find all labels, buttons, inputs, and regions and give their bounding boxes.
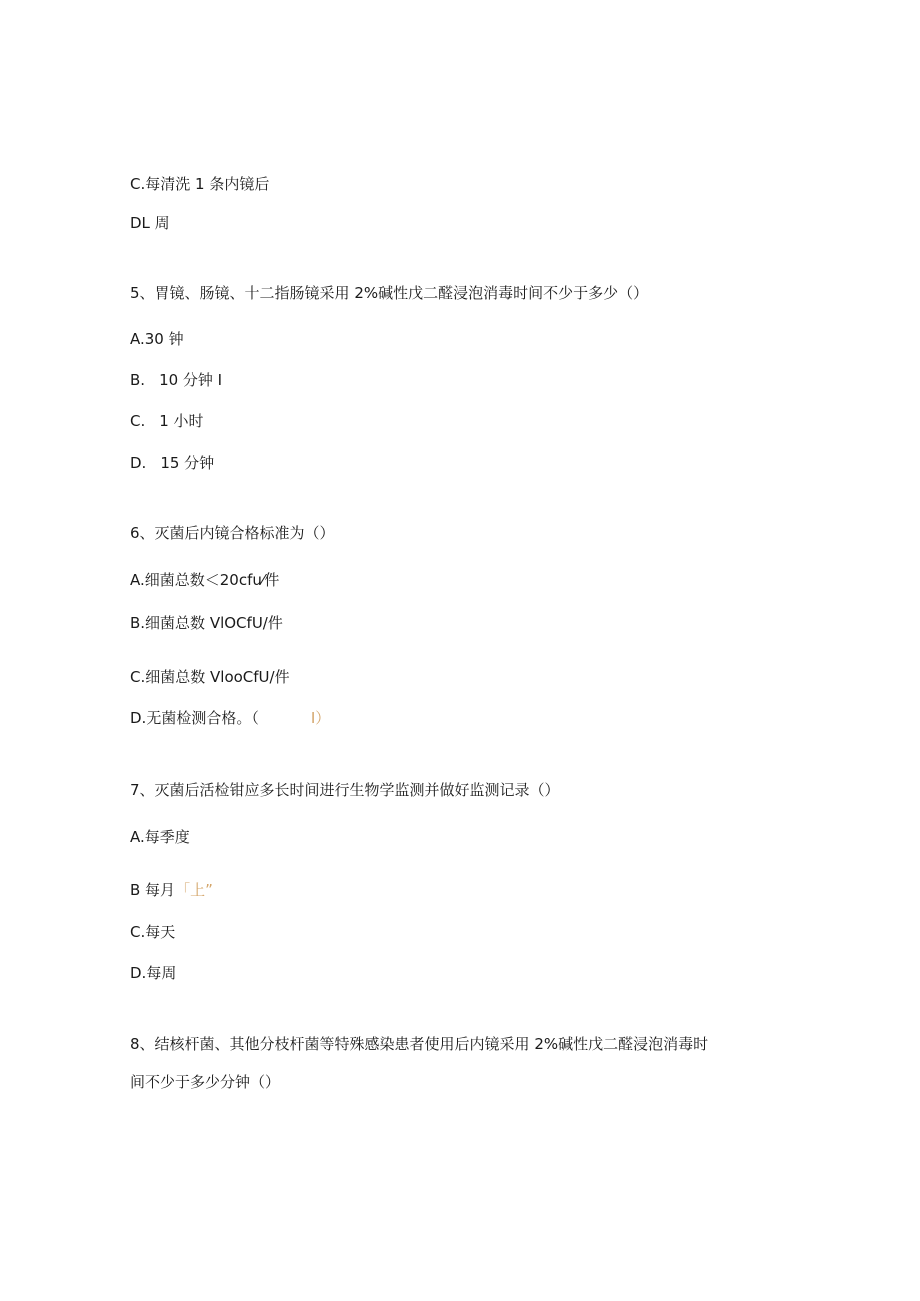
q6-option-a: A.细菌总数＜20cfu⁄件 <box>130 571 280 589</box>
q4-option-d: DL 周 <box>130 214 170 232</box>
q6-option-c: C.细菌总数 VlooCfU/件 <box>130 668 290 686</box>
q5-option-b-label: B. <box>130 371 146 389</box>
q5-option-d <box>130 453 214 473</box>
q8-question-line2: 间不少于多少分钟（） <box>130 1073 281 1091</box>
q6-option-b: B.细菌总数 VlOCfU/件 <box>130 614 283 632</box>
q6-question: 6、灭菌后内镜合格标准为（） <box>130 524 335 542</box>
q5-option-d-text: 15 分钟 <box>160 454 215 472</box>
q7-option-b-mark: 「上” <box>175 881 213 899</box>
q5-option-d-label: D. <box>130 454 147 472</box>
q7-option-a: A.每季度 <box>130 828 190 846</box>
q7-option-b <box>130 880 213 900</box>
q7-option-d: D.每周 <box>130 964 177 982</box>
q6-option-d-text: D.无菌检测合格。（ <box>130 709 259 727</box>
q5-option-a: A.30 钟 <box>130 330 184 348</box>
q8-question-line1: 8、结核杆菌、其他分枝杆菌等特殊感染患者使用后内镜采用 2%碱性戊二醛浸泡消毒时 <box>130 1035 709 1053</box>
q7-option-b-text: B 每月 <box>130 881 176 899</box>
q5-option-b <box>130 370 222 390</box>
q6-option-d-mark: I） <box>310 709 331 727</box>
q5-option-b-text: 10 分钟 I <box>159 371 223 389</box>
q7-question: 7、灭菌后活检钳应多长时间进行生物学监测并做好监测记录（） <box>130 781 560 799</box>
q7-option-c: C.每天 <box>130 923 176 941</box>
q5-option-c-text: 1 小时 <box>159 412 204 430</box>
q5-question: 5、胃镜、肠镜、十二指肠镜采用 2%碱性戊二醛浸泡消毒时间不少于多少（） <box>130 284 649 302</box>
q4-option-c: C.每清洗 1 条内镜后 <box>130 175 270 193</box>
q5-option-c <box>130 411 204 431</box>
q5-option-c-label: C. <box>130 412 146 430</box>
q6-option-d <box>130 708 330 728</box>
